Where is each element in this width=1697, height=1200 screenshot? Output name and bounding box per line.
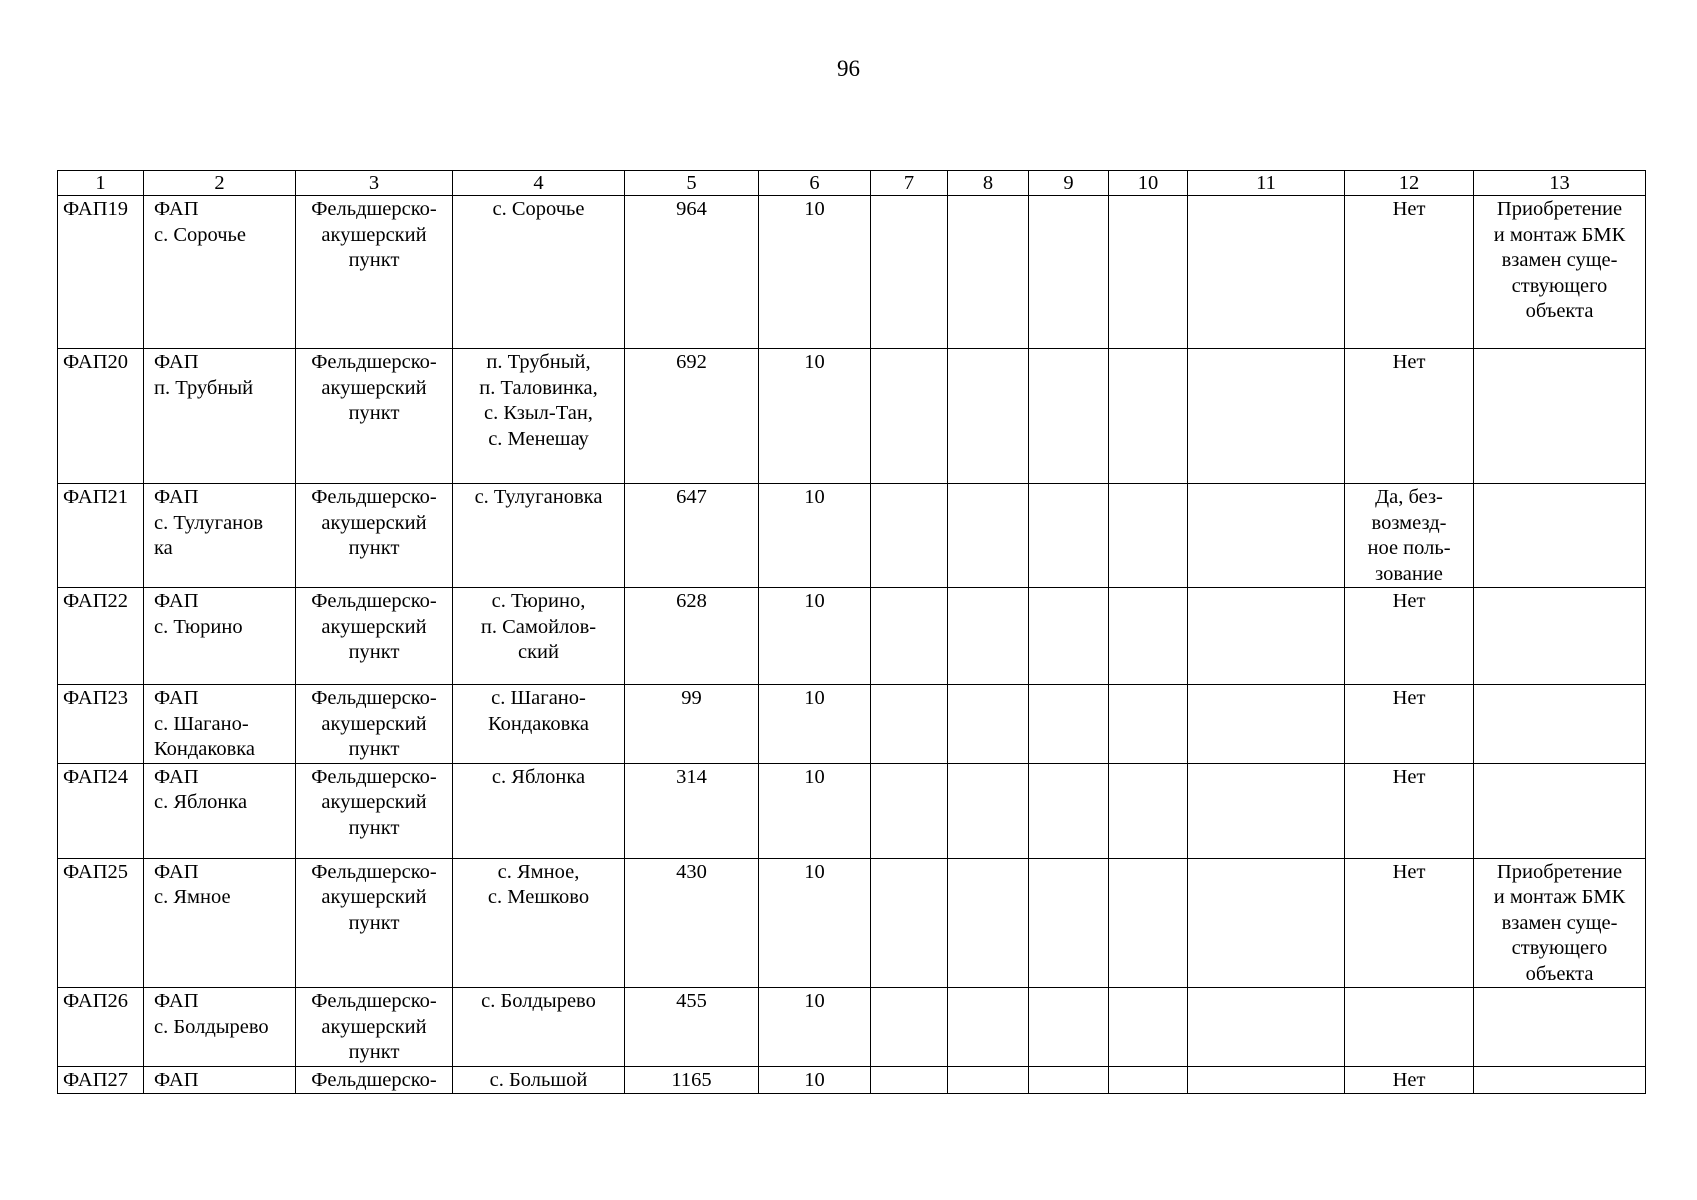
cell-col-2: ФАП с. Ямное	[144, 858, 296, 988]
cell-col-10	[1109, 763, 1188, 858]
cell-col-13: Приобретение и монтаж БМК взамен суще- ствующего объекта	[1474, 196, 1646, 349]
cell-col-12: Нет	[1345, 588, 1474, 685]
cell-col-10	[1109, 484, 1188, 588]
header-cell-13: 13	[1474, 171, 1646, 196]
cell-col-4: с. Сорочье	[453, 196, 625, 349]
cell-col-6: 10	[759, 685, 871, 764]
cell-col-3: Фельдшерско- акушерский пункт	[296, 484, 453, 588]
cell-col-3: Фельдшерско-	[296, 1066, 453, 1094]
header-cell-9: 9	[1029, 171, 1109, 196]
cell-col-8	[948, 349, 1029, 484]
cell-col-5: 430	[625, 858, 759, 988]
facilities-table	[57, 170, 1646, 1094]
cell-col-11	[1188, 349, 1345, 484]
cell-col-12	[1345, 988, 1474, 1067]
cell-col-5: 455	[625, 988, 759, 1067]
table-row	[58, 349, 1646, 484]
cell-col-5: 99	[625, 685, 759, 764]
cell-col-7	[871, 685, 948, 764]
cell-col-3: Фельдшерско- акушерский пункт	[296, 763, 453, 858]
cell-col-9	[1029, 988, 1109, 1067]
table-header-row	[58, 171, 1646, 196]
cell-col-3: Фельдшерско- акушерский пункт	[296, 858, 453, 988]
cell-col-10	[1109, 988, 1188, 1067]
cell-col-2: ФАП п. Трубный	[144, 349, 296, 484]
cell-col-6: 10	[759, 484, 871, 588]
cell-col-11	[1188, 196, 1345, 349]
cell-col-1: ФАП27	[58, 1066, 144, 1094]
cell-col-10	[1109, 349, 1188, 484]
cell-col-8	[948, 196, 1029, 349]
table-row	[58, 484, 1646, 588]
table-row	[58, 1066, 1646, 1094]
cell-col-7	[871, 196, 948, 349]
header-cell-1: 1	[58, 171, 144, 196]
cell-col-11	[1188, 763, 1345, 858]
cell-col-4: с. Большой	[453, 1066, 625, 1094]
cell-col-8	[948, 988, 1029, 1067]
cell-col-13	[1474, 484, 1646, 588]
cell-col-6: 10	[759, 1066, 871, 1094]
cell-col-6: 10	[759, 988, 871, 1067]
table-row	[58, 196, 1646, 349]
cell-col-4: п. Трубный, п. Таловинка, с. Кзыл-Тан, с. Менешау	[453, 349, 625, 484]
cell-col-2: ФАП с. Тюрино	[144, 588, 296, 685]
cell-col-13	[1474, 685, 1646, 764]
header-cell-6: 6	[759, 171, 871, 196]
cell-col-13	[1474, 988, 1646, 1067]
cell-col-6: 10	[759, 858, 871, 988]
cell-col-11	[1188, 588, 1345, 685]
cell-col-3: Фельдшерско- акушерский пункт	[296, 685, 453, 764]
cell-col-7	[871, 588, 948, 685]
header-cell-4: 4	[453, 171, 625, 196]
cell-col-4: с. Болдырево	[453, 988, 625, 1067]
cell-col-1: ФАП24	[58, 763, 144, 858]
cell-col-12: Нет	[1345, 1066, 1474, 1094]
cell-col-13	[1474, 763, 1646, 858]
page-number: 96	[837, 56, 860, 81]
cell-col-4: с. Яблонка	[453, 763, 625, 858]
cell-col-4: с. Ямное, с. Мешково	[453, 858, 625, 988]
cell-col-13	[1474, 349, 1646, 484]
cell-col-7	[871, 763, 948, 858]
cell-col-9	[1029, 858, 1109, 988]
header-cell-10: 10	[1109, 171, 1188, 196]
header-cell-5: 5	[625, 171, 759, 196]
cell-col-11	[1188, 988, 1345, 1067]
cell-col-8	[948, 763, 1029, 858]
cell-col-4: с. Тюрино, п. Самойлов- ский	[453, 588, 625, 685]
cell-col-3: Фельдшерско- акушерский пункт	[296, 988, 453, 1067]
cell-col-5: 628	[625, 588, 759, 685]
header-cell-8: 8	[948, 171, 1029, 196]
cell-col-6: 10	[759, 349, 871, 484]
cell-col-8	[948, 1066, 1029, 1094]
table-row	[58, 763, 1646, 858]
cell-col-12: Нет	[1345, 349, 1474, 484]
cell-col-1: ФАП21	[58, 484, 144, 588]
cell-col-5: 1165	[625, 1066, 759, 1094]
cell-col-12: Да, без- возмезд- ное поль- зование	[1345, 484, 1474, 588]
cell-col-11	[1188, 685, 1345, 764]
cell-col-6: 10	[759, 763, 871, 858]
cell-col-13: Приобретение и монтаж БМК взамен суще- ствующего объекта	[1474, 858, 1646, 988]
cell-col-11	[1188, 858, 1345, 988]
cell-col-6: 10	[759, 588, 871, 685]
header-cell-11: 11	[1188, 171, 1345, 196]
cell-col-9	[1029, 196, 1109, 349]
cell-col-9	[1029, 1066, 1109, 1094]
cell-col-13	[1474, 1066, 1646, 1094]
cell-col-10	[1109, 196, 1188, 349]
cell-col-4: с. Шагано- Кондаковка	[453, 685, 625, 764]
cell-col-1: ФАП25	[58, 858, 144, 988]
cell-col-2: ФАП с. Шагано- Кондаковка	[144, 685, 296, 764]
cell-col-4: с. Тулугановка	[453, 484, 625, 588]
table-body	[58, 171, 1646, 1094]
cell-col-1: ФАП22	[58, 588, 144, 685]
cell-col-7	[871, 858, 948, 988]
cell-col-12: Нет	[1345, 196, 1474, 349]
cell-col-10	[1109, 685, 1188, 764]
cell-col-6: 10	[759, 196, 871, 349]
cell-col-9	[1029, 484, 1109, 588]
cell-col-7	[871, 1066, 948, 1094]
cell-col-13	[1474, 588, 1646, 685]
cell-col-8	[948, 685, 1029, 764]
header-cell-7: 7	[871, 171, 948, 196]
table-row	[58, 588, 1646, 685]
cell-col-12: Нет	[1345, 763, 1474, 858]
cell-col-7	[871, 988, 948, 1067]
cell-col-9	[1029, 588, 1109, 685]
cell-col-5: 314	[625, 763, 759, 858]
cell-col-9	[1029, 763, 1109, 858]
cell-col-3: Фельдшерско- акушерский пункт	[296, 588, 453, 685]
cell-col-3: Фельдшерско- акушерский пункт	[296, 196, 453, 349]
table-row	[58, 858, 1646, 988]
cell-col-11	[1188, 1066, 1345, 1094]
cell-col-5: 692	[625, 349, 759, 484]
cell-col-1: ФАП23	[58, 685, 144, 764]
cell-col-2: ФАП	[144, 1066, 296, 1094]
cell-col-1: ФАП26	[58, 988, 144, 1067]
cell-col-12: Нет	[1345, 858, 1474, 988]
cell-col-10	[1109, 1066, 1188, 1094]
header-cell-12: 12	[1345, 171, 1474, 196]
table-row	[58, 685, 1646, 764]
cell-col-10	[1109, 858, 1188, 988]
cell-col-7	[871, 349, 948, 484]
cell-col-7	[871, 484, 948, 588]
cell-col-1: ФАП20	[58, 349, 144, 484]
cell-col-2: ФАП с. Яблонка	[144, 763, 296, 858]
cell-col-1: ФАП19	[58, 196, 144, 349]
cell-col-9	[1029, 685, 1109, 764]
cell-col-2: ФАП с. Тулуганов ка	[144, 484, 296, 588]
table-row	[58, 988, 1646, 1067]
cell-col-12: Нет	[1345, 685, 1474, 764]
cell-col-5: 647	[625, 484, 759, 588]
cell-col-8	[948, 858, 1029, 988]
cell-col-11	[1188, 484, 1345, 588]
cell-col-10	[1109, 588, 1188, 685]
cell-col-8	[948, 588, 1029, 685]
cell-col-5: 964	[625, 196, 759, 349]
cell-col-9	[1029, 349, 1109, 484]
cell-col-2: ФАП с. Болдырево	[144, 988, 296, 1067]
cell-col-2: ФАП с. Сорочье	[144, 196, 296, 349]
cell-col-3: Фельдшерско- акушерский пункт	[296, 349, 453, 484]
header-cell-3: 3	[296, 171, 453, 196]
cell-col-8	[948, 484, 1029, 588]
header-cell-2: 2	[144, 171, 296, 196]
